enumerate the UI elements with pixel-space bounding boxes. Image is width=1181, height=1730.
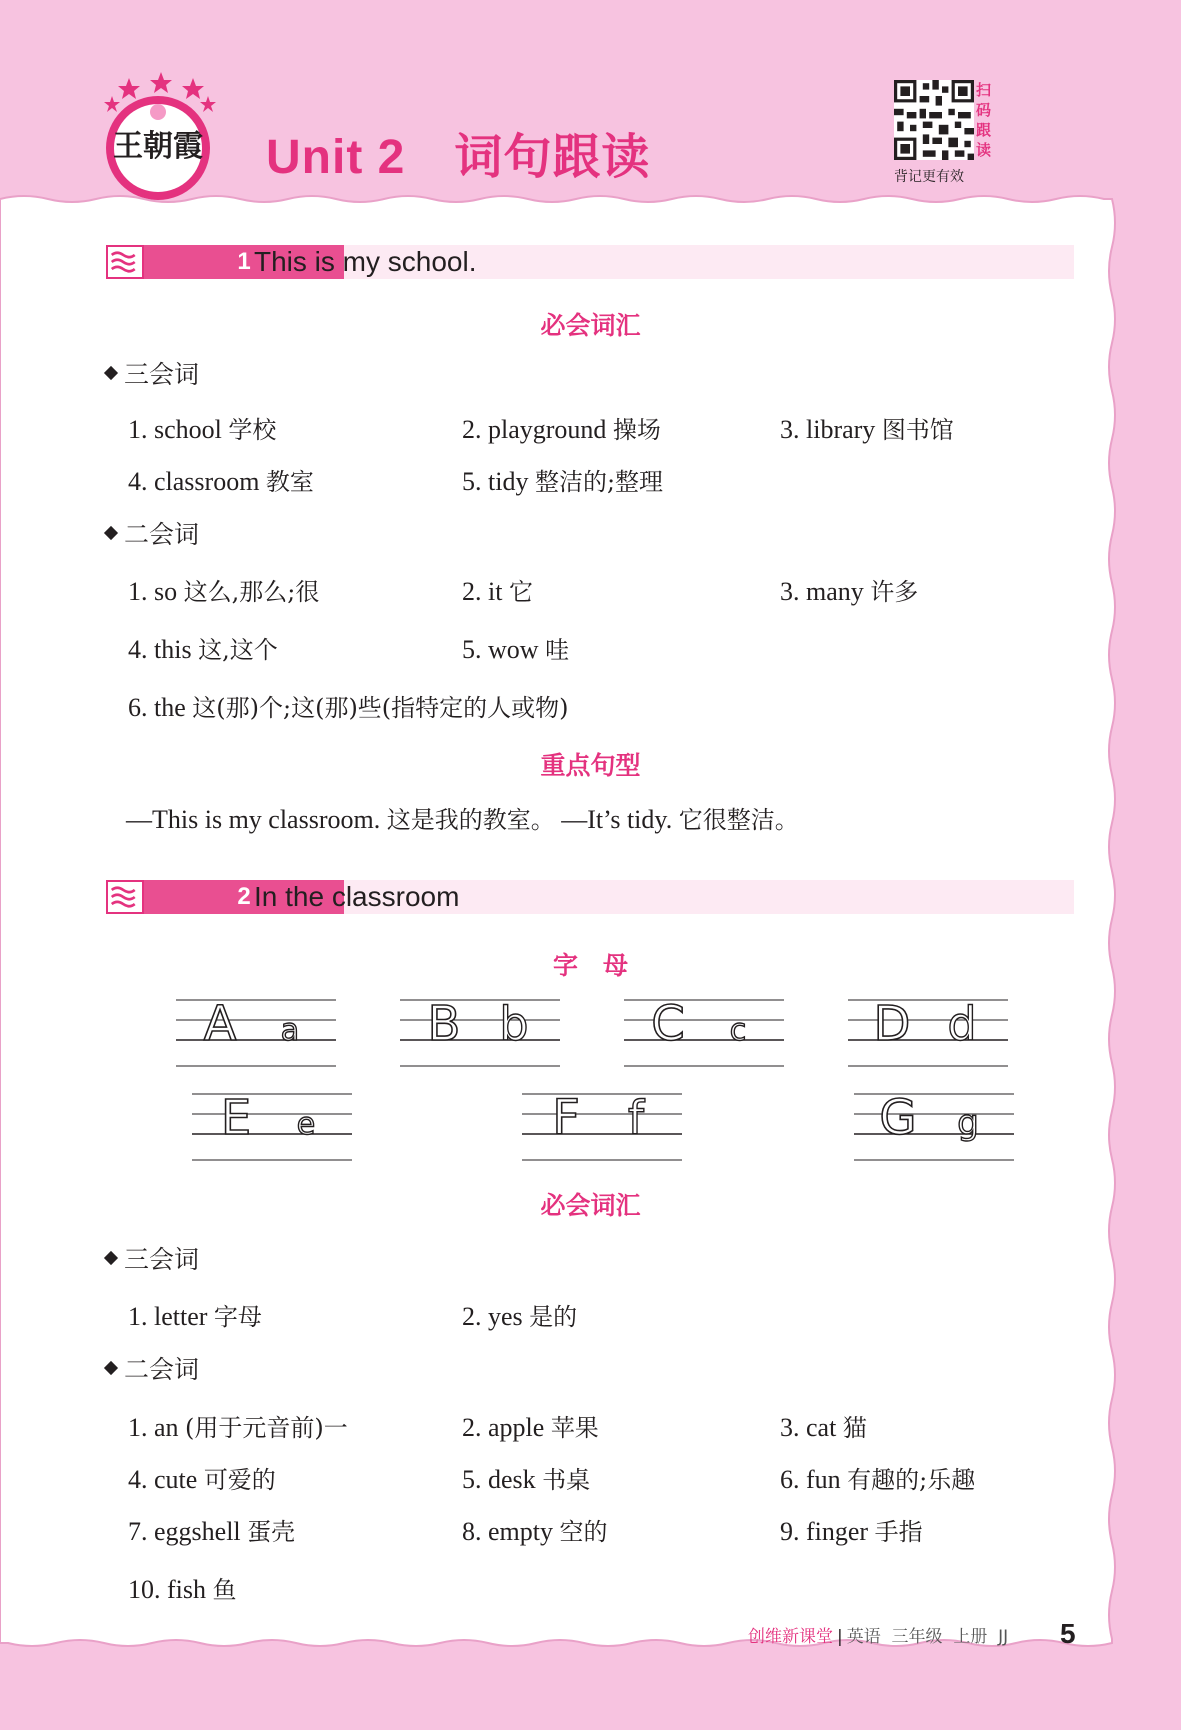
page-header (0, 0, 1181, 215)
word-item: 4. this 这,这个 (128, 635, 278, 664)
word-item: 9. finger 手指 (780, 1517, 923, 1546)
unit-title: Unit 2 词句跟读 (266, 131, 651, 184)
letters-heading: 字 母 (552, 951, 628, 980)
lowercase-letter: g (957, 1103, 979, 1143)
lowercase-letter: e (296, 1107, 316, 1142)
level3-heading: 三会词 (106, 1240, 199, 1276)
section-title: In the classroom (254, 881, 460, 912)
uppercase-letter: G (879, 1090, 917, 1146)
word-item: 7. eggshell 蛋壳 (128, 1517, 296, 1546)
word-item: 6. fun 有趣的;乐趣 (780, 1465, 976, 1494)
word-item: 3. library 图书馆 (780, 415, 954, 444)
footer: 创维新课堂 | 英语 三年级 上册 JJ (748, 1627, 1009, 1647)
word-item: 2. apple 苹果 (462, 1413, 599, 1442)
word-item: 1. so 这么,那么;很 (128, 577, 320, 606)
letter-box (522, 1090, 682, 1162)
uppercase-letter: A (203, 996, 237, 1052)
word-item: 4. cute 可爱的 (128, 1465, 276, 1494)
uppercase-letter: B (427, 996, 461, 1052)
footer-brand: 创维新课堂 (748, 1627, 833, 1647)
word-item: 2. yes 是的 (462, 1302, 578, 1331)
uppercase-letter: E (220, 1090, 252, 1146)
letter-box (400, 996, 560, 1068)
brand-name: 王朝霞 (113, 129, 203, 164)
diamond-bullet-icon (104, 526, 118, 540)
uppercase-letter: C (651, 996, 685, 1052)
word-item: 3. many 许多 (780, 577, 919, 606)
footer-edition: JJ (998, 1627, 1009, 1647)
qr-block (894, 80, 1004, 185)
word-item: 1. an (用于元音前)一 (128, 1413, 348, 1442)
key-sentence: —This is my classroom. 这是我的教室。 —It’s tidy. 它很整洁。 (126, 805, 799, 834)
diamond-bullet-icon (104, 1361, 118, 1375)
letter-box (192, 1090, 352, 1162)
vocab-heading: 必会词汇 (540, 311, 641, 340)
lowercase-letter: b (499, 997, 529, 1051)
section-number: 2 (144, 880, 344, 914)
wave-icon (106, 880, 144, 914)
page-number: 5 (1060, 1618, 1076, 1649)
footer-subject: 英语 (846, 1627, 881, 1647)
section-number: 1 (144, 245, 344, 279)
uppercase-letter: F (552, 1090, 580, 1146)
word-item: 6. the 这(那)个;这(那)些(指特定的人或物) (128, 693, 569, 722)
qr-code-icon[interactable] (894, 80, 974, 160)
qr-caption: 背记更有效 (894, 169, 964, 185)
word-item: 3. cat 猫 (780, 1413, 867, 1442)
word-item: 2. playground 操场 (462, 415, 661, 444)
level2-heading: 二会词 (106, 515, 199, 551)
letter-box (624, 996, 784, 1068)
section-title: This is my school. (254, 246, 477, 277)
section-1-bar (106, 245, 1074, 279)
vocab-heading: 必会词汇 (540, 1191, 641, 1220)
wave-icon (106, 245, 144, 279)
lowercase-letter: a (280, 1013, 300, 1048)
word-item: 5. tidy 整洁的;整理 (462, 467, 664, 496)
word-item: 5. desk 书桌 (462, 1465, 591, 1494)
word-item: 10. fish 鱼 (128, 1575, 237, 1604)
letter-box (848, 996, 1008, 1068)
footer-grade: 三年级 (891, 1627, 943, 1647)
diamond-bullet-icon (104, 1251, 118, 1265)
word-item: 1. letter 字母 (128, 1302, 262, 1331)
level3-heading: 三会词 (106, 355, 199, 391)
level2-heading: 二会词 (106, 1350, 199, 1386)
word-item: 5. wow 哇 (462, 635, 570, 664)
lowercase-letter: d (947, 997, 977, 1051)
uppercase-letter: D (873, 996, 911, 1052)
letter-box (854, 1090, 1014, 1162)
qr-side-text: 扫 码 跟 读 (976, 81, 992, 159)
sentence-heading: 重点句型 (540, 751, 641, 780)
section-2-bar (106, 880, 1074, 914)
footer-volume: 上册 (953, 1627, 988, 1647)
diamond-bullet-icon (104, 366, 118, 380)
lowercase-letter: c (729, 1013, 747, 1048)
lowercase-letter: f (627, 1091, 645, 1145)
word-item: 4. classroom 教室 (128, 467, 314, 496)
word-item: 2. it 它 (462, 577, 533, 606)
letter-box (176, 996, 336, 1068)
word-item: 1. school 学校 (128, 415, 277, 444)
brand-logo (96, 72, 220, 202)
word-item: 8. empty 空的 (462, 1517, 608, 1546)
